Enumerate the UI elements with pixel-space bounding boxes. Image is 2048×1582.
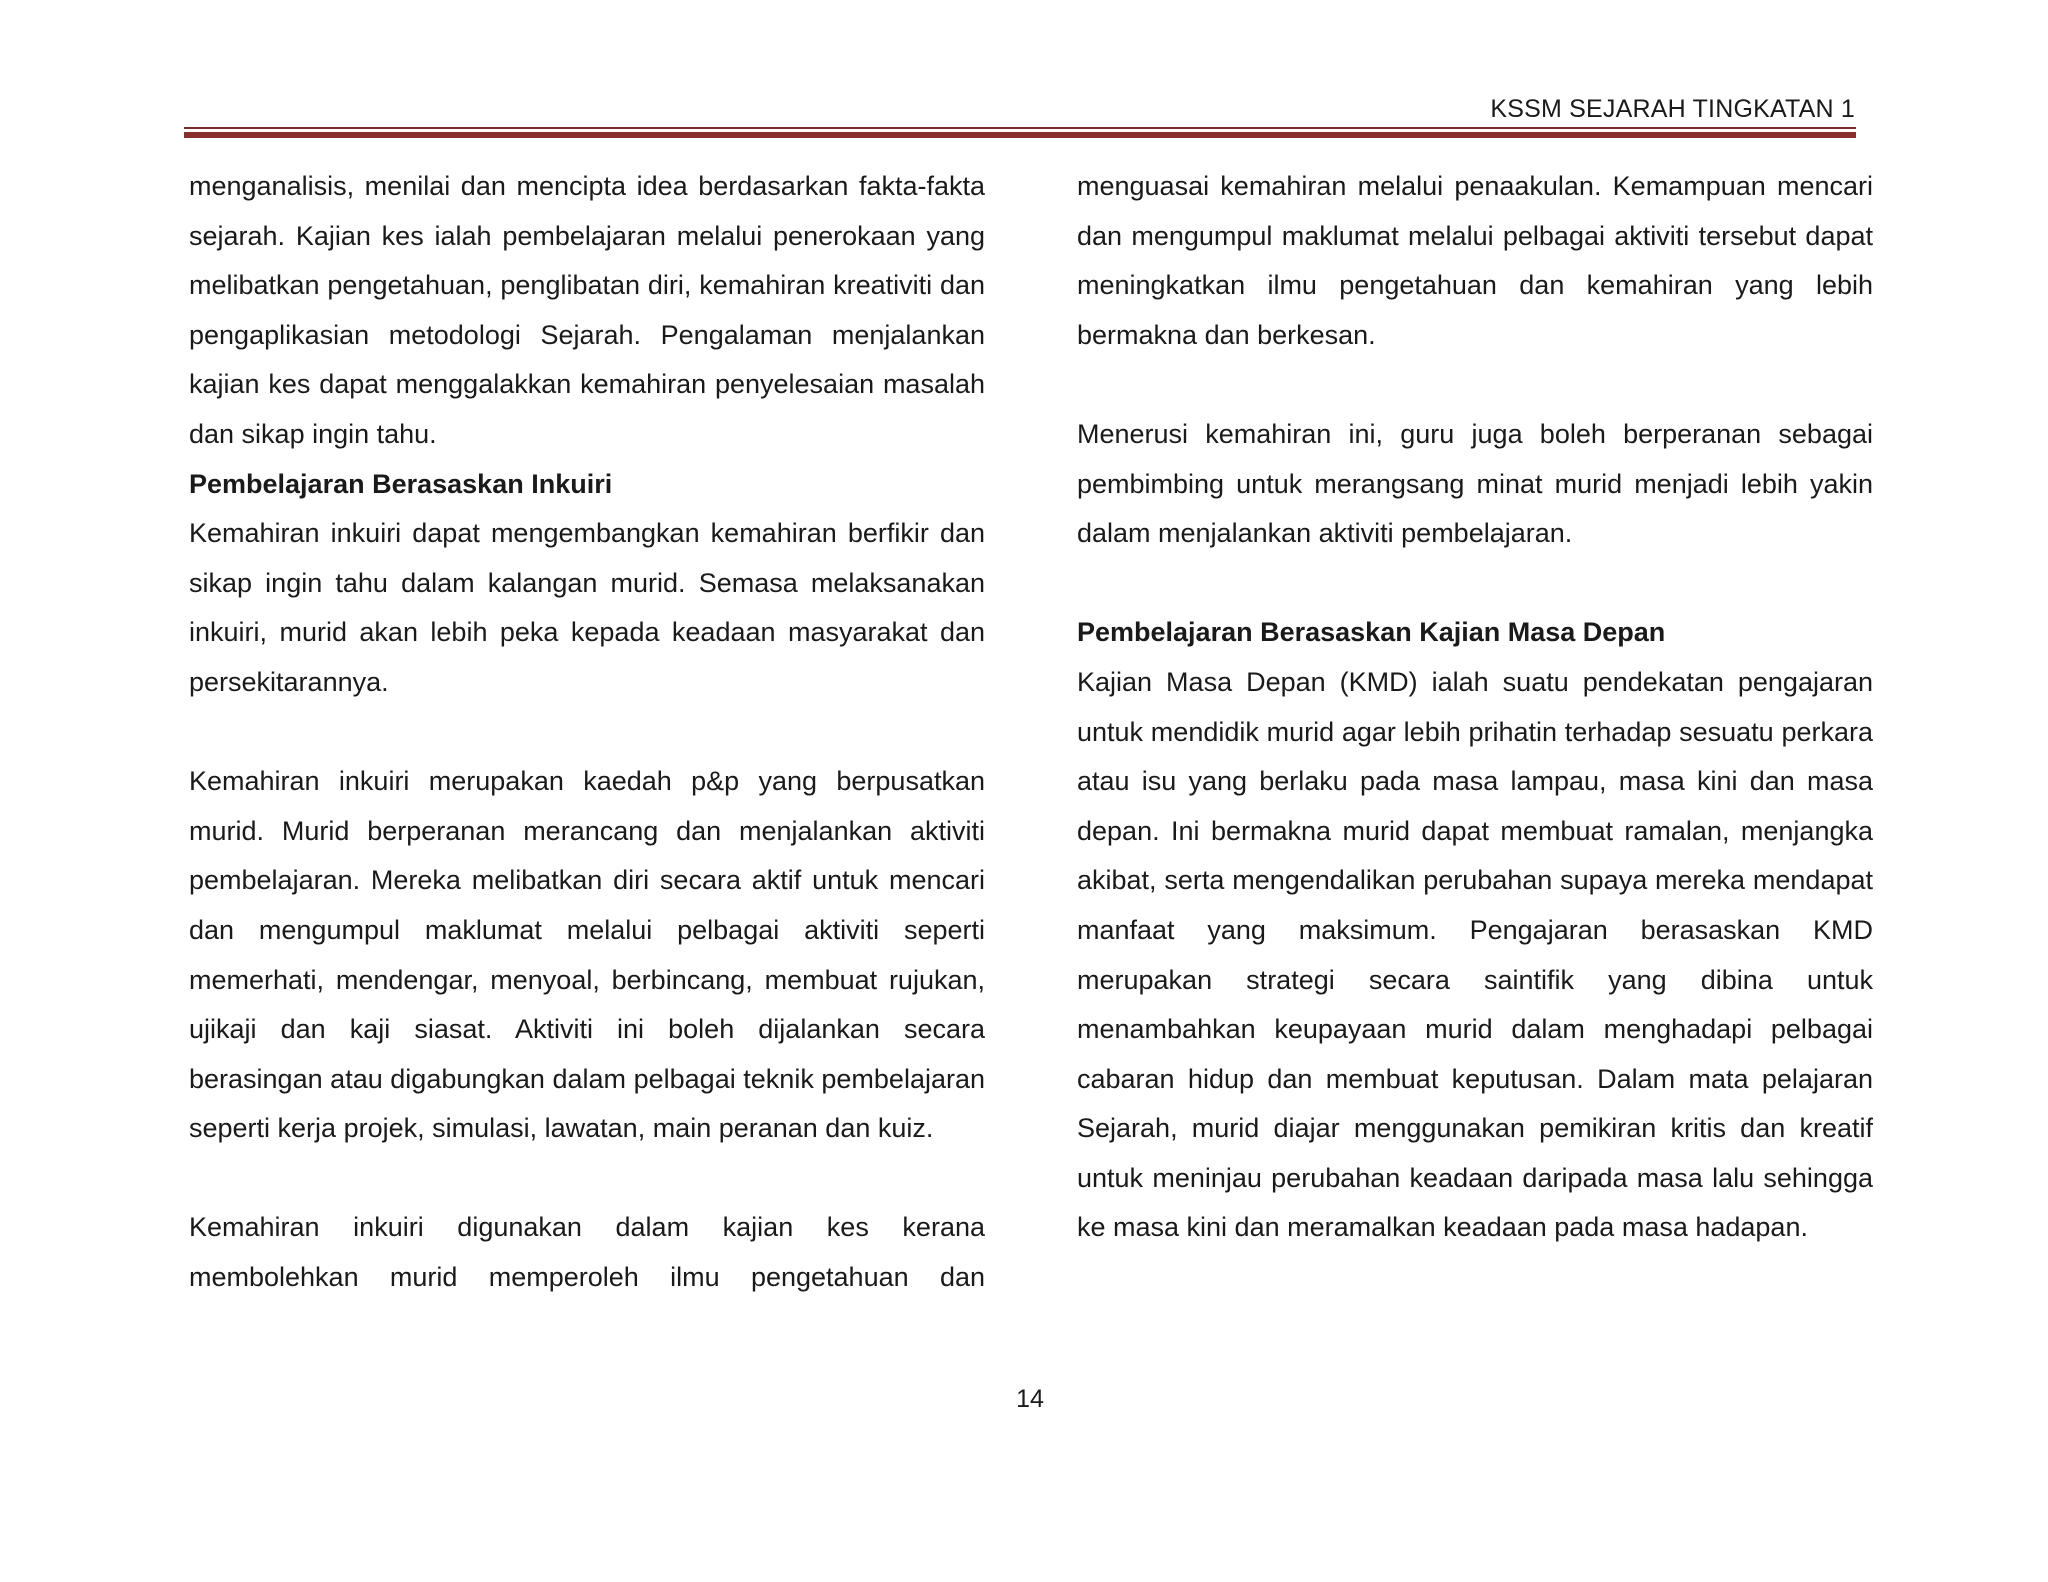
right-paragraph-3: Kajian Masa Depan (KMD) ialah suatu pendekatan pengajaran untuk mendidik murid agar lebih prihatin terhadap sesuatu perkara atau isu yang berlaku pada masa lampau, masa kini dan masa depan. Ini bermakna murid dapat membuat ramalan, menjangka akibat, serta mengendalikan perubahan supaya mereka mendapat manfaat yang maksimum. Pengajaran berasaskan KMD merupakan strategi secara saintifik yang dibina untuk menambahkan keupayaan murid dalam menghadapi pelbagai cabaran hidup dan membuat keputusan. Dalam mata pelajaran Sejarah, murid diajar menggunakan pemikiran kritis dan kreatif untuk meninjau perubahan keadaan daripada masa lalu sehingga ke masa kini dan meramalkan keadaan pada masa hadapan.: [1077, 666, 1873, 1243]
header-rule-thick: [184, 132, 1856, 138]
left-paragraph-2: Kemahiran inkuiri dapat mengembangkan kemahiran berfikir dan sikap ingin tahu dalam kalangan murid. Semasa melaksanakan inkuiri, murid akan lebih peka kepada keadaan masyarakat dan persekitarannya.: [189, 518, 985, 697]
running-header: KSSM SEJARAH TINGKATAN 1: [1490, 95, 1855, 123]
paragraph-spacer: [189, 1154, 985, 1204]
section-heading-kmd: Pembelajaran Berasaskan Kajian Masa Depan: [1077, 617, 1666, 648]
left-paragraph-4: Kemahiran inkuiri digunakan dalam kajian kes kerana membolehkan murid memperoleh ilmu pengetahuan dan: [189, 1212, 985, 1293]
paragraph-spacer: [189, 708, 985, 758]
right-paragraph-1: menguasai kemahiran melalui penaakulan. Kemampuan mencari dan mengumpul maklumat melalui pelbagai aktiviti tersebut dapat meningkatkan ilmu pengetahuan dan kemahiran yang lebih bermakna dan berkesan.: [1077, 171, 1873, 350]
left-column: [189, 162, 985, 1303]
left-paragraph-3: Kemahiran inkuiri merupakan kaedah p&p yang berpusatkan murid. Murid berperanan merancang dan menjalankan aktiviti pembelajaran. Mereka melibatkan diri secara aktif untuk mencari dan mengumpul maklumat melalui pelbagai aktiviti seperti memerhati, mendengar, menyoal, berbincang, membuat rujukan, ujikaji dan kaji siasat. Aktiviti ini boleh dijalankan secara berasingan atau digabungkan dalam pelbagai teknik pembelajaran seperti kerja projek, simulasi, lawatan, main peranan dan kuiz.: [189, 766, 985, 1144]
right-column: [1077, 162, 1873, 1253]
header-rule-thin: [184, 127, 1856, 129]
page-number: 14: [1016, 1385, 1044, 1413]
section-heading-inkuiri: Pembelajaran Berasaskan Inkuiri: [189, 468, 613, 499]
right-paragraph-2: Menerusi kemahiran ini, guru juga boleh berperanan sebagai pembimbing untuk merangsang minat murid menjadi lebih yakin dalam menjalankan aktiviti pembelajaran.: [1077, 418, 1873, 549]
paragraph-spacer: [1077, 360, 1873, 410]
left-paragraph-1: menganalisis, menilai dan mencipta idea berdasarkan fakta-fakta sejarah. Kajian kes ialah pembelajaran melalui penerokaan yang melibatkan pengetahuan, penglibatan diri, kemahiran kreativiti dan pengaplikasian metodologi Sejarah. Pengalaman menjalankan kajian kes dapat menggalakkan kemahiran penyelesaian masalah dan sikap ingin tahu.: [189, 171, 985, 449]
paragraph-spacer: [1077, 559, 1873, 609]
